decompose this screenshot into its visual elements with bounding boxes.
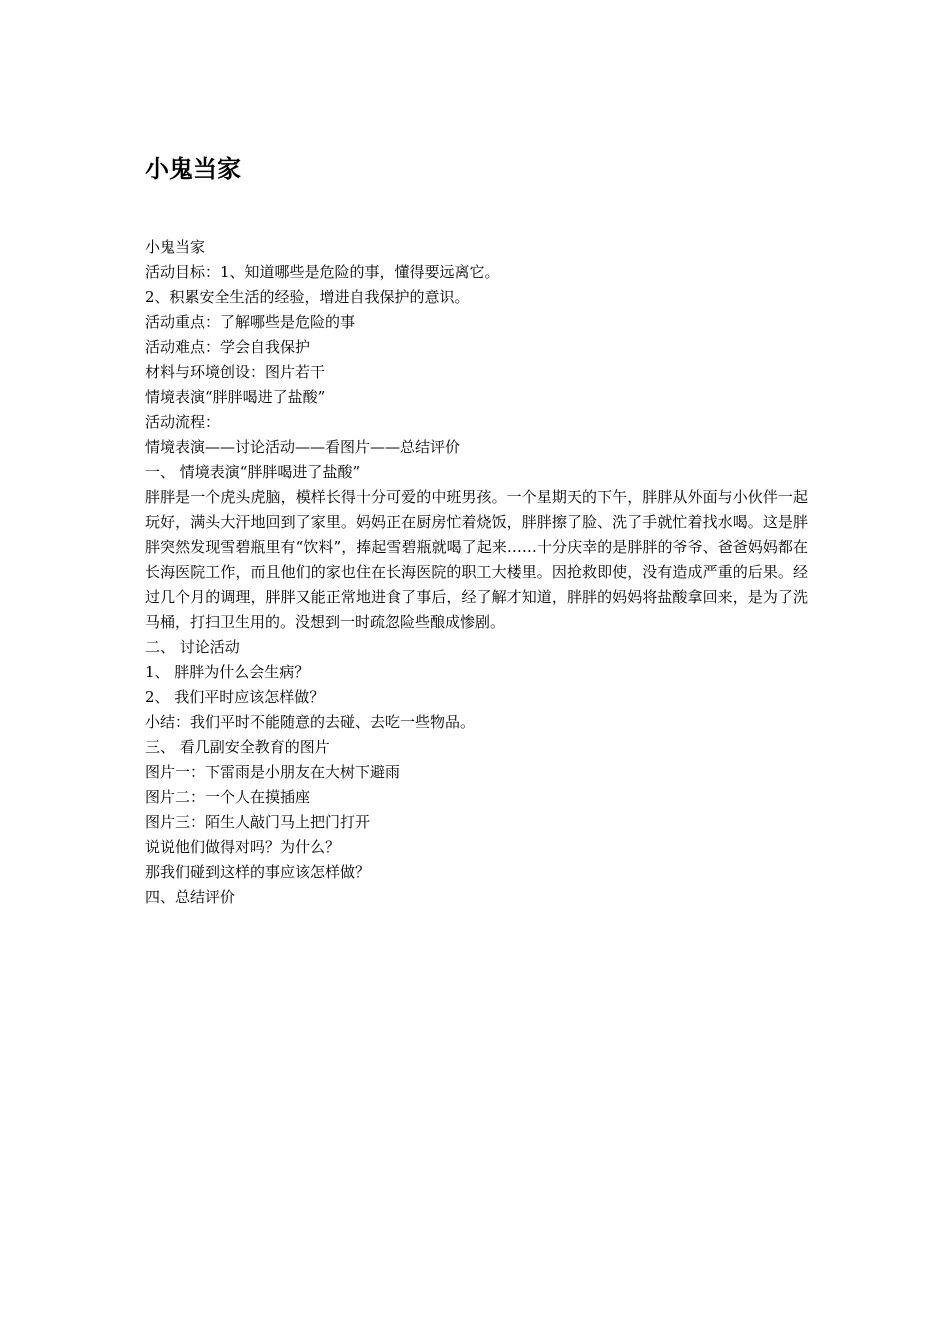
- text-line: 1、 胖胖为什么会生病？: [145, 663, 310, 681]
- text-line: 情境表演“胖胖喝进了盐酸”: [145, 388, 326, 406]
- text-line: 小结：我们平时不能随意的去碰、去吃一些物品。: [145, 713, 476, 731]
- text-line: 活动流程：: [145, 413, 221, 431]
- text-line: 一、 情境表演“胖胖喝进了盐酸”: [145, 463, 361, 481]
- text-line: 2、 我们平时应该怎样做？: [145, 688, 325, 706]
- text-line: 三、 看几副安全教育的图片: [145, 738, 330, 756]
- text-line: 活动目标：1、知道哪些是危险的事，懂得要远离它。: [145, 263, 500, 281]
- text-line: 四、总结评价: [145, 888, 236, 906]
- story-paragraph: 胖胖是一个虎头虎脑，模样长得十分可爱的中班男孩。一个星期天的下午，胖胖从外面与小伙伴一起玩好，满头大汗地回到了家里。妈妈正在厨房忙着烧饭，胖胖擦了脸、洗了手就忙着找水喝。这是胖胖突然发现雪碧瓶里有“饮料”，捧起雪碧瓶就喝了起来……十分庆幸的是胖胖的爷爷、爸爸妈妈都在长海医院工作，而且他们的家也住在长海医院的职工大楼里。因抢救即使，没有造成严重的后果。经过几个月的调理，胖胖又能正常地进食了事后，经了解才知道，胖胖的妈妈将盐酸拿回来，是为了洗马桶，打扫卫生用的。没想到一时疏忽险些酿成惨剧。: [145, 488, 808, 631]
- text-line: 图片一：下雷雨是小朋友在大树下避雨: [145, 763, 401, 781]
- text-line: 图片三：陌生人敲门马上把门打开: [145, 813, 371, 831]
- text-line: 情境表演——讨论活动——看图片——总结评价: [145, 438, 461, 456]
- text-line: 2、积累安全生活的经验，增进自我保护的意识。: [145, 288, 470, 306]
- text-line: 材料与环境创设：图片若干: [145, 363, 326, 381]
- text-line: 活动重点：了解哪些是危险的事: [145, 313, 356, 331]
- document-title: 小鬼当家: [145, 155, 241, 183]
- text-line: 二、 讨论活动: [145, 638, 240, 656]
- text-line: 那我们碰到这样的事应该怎样做？: [145, 863, 371, 881]
- text-line: 活动难点：学会自我保护: [145, 338, 311, 356]
- text-line: 图片二：一个人在摸插座: [145, 788, 311, 806]
- text-line: 说说他们做得对吗？为什么？: [145, 838, 341, 856]
- text-line: 小鬼当家: [145, 238, 206, 256]
- document-body: [145, 235, 808, 910]
